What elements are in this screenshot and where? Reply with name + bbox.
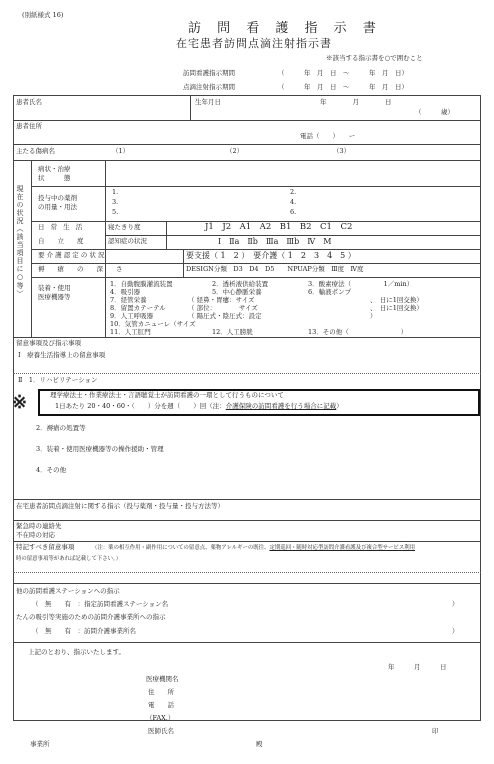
age-value[interactable]: （ 歳） bbox=[415, 108, 454, 116]
footer-date[interactable]: 年 月 日 bbox=[388, 663, 447, 671]
meds-num-1[interactable]: 1. bbox=[112, 188, 119, 196]
device-12[interactable]: 12．人工膀胱 bbox=[212, 328, 253, 336]
patient-phone[interactable]: 電話（ ） ー bbox=[300, 132, 356, 140]
rehab-frequency[interactable]: 1日あたり 20・40・60・（ ）分を週（ ）回（注： bbox=[55, 402, 226, 410]
address-label: 住 所 bbox=[148, 688, 174, 696]
device-7-detail[interactable]: （ 経鼻・胃瘻：サイズ bbox=[188, 296, 255, 304]
disease-label: 主たる傷病名 bbox=[16, 147, 55, 155]
meds-num-4[interactable]: 4. bbox=[290, 198, 297, 206]
care-cert-values[interactable]: 要支援（ 1 2 ） 要介護（ 1 2 3 4 5 ） bbox=[186, 251, 356, 260]
device-7-change[interactable]: 、 日に1回交換） bbox=[370, 296, 423, 304]
device-9[interactable]: 9．人工呼吸器 bbox=[110, 312, 154, 320]
dementia-values[interactable]: Ⅰ Ⅱa Ⅱb Ⅲa Ⅲb Ⅳ M bbox=[218, 237, 332, 246]
phone-label: 電 話 bbox=[148, 701, 174, 709]
disease-3[interactable]: （3） bbox=[333, 147, 351, 155]
office-label: 事業所 bbox=[30, 740, 50, 748]
meds-num-5[interactable]: 5. bbox=[112, 208, 119, 216]
suction-label: たんの吸引等実施のための訪問介護事業所への指示 bbox=[16, 613, 166, 621]
emergency-contact-label: 緊急時の連絡先 bbox=[16, 522, 62, 530]
injection-period-value[interactable]: （ 年 月 日 〜 年 月 日） bbox=[278, 83, 408, 91]
independence-label: 自 立 度 bbox=[38, 237, 84, 245]
footer-statement: 上記のとおり、指示いたします。 bbox=[28, 648, 125, 656]
meds-num-2[interactable]: 2. bbox=[290, 188, 297, 196]
other-station-value[interactable]: （ 無 有 ：指定訪問看護ステーション名 bbox=[32, 600, 169, 608]
circle-note: ※該当する指示書を○で囲むこと bbox=[326, 54, 423, 62]
device-3[interactable]: 3．酸素療法（ 1／min） bbox=[308, 280, 414, 288]
injection-instructions-label: 在宅患者訪問点滴注射に関する指示（投与薬剤・投与量・投与方法等） bbox=[16, 502, 224, 510]
device-10[interactable]: 10．気管カニューレ（サイズ bbox=[110, 320, 196, 328]
device-2[interactable]: 2．透析液供給装置 bbox=[212, 280, 269, 288]
status-vertical-label: 現在の状況（該当項目に○等） bbox=[16, 185, 25, 298]
fax-label: （FAX.） bbox=[146, 714, 175, 722]
special-note-b: 定期巡回・随時対応型訪問介護看護及び複合型サービス利用 bbox=[269, 545, 415, 551]
device-13[interactable]: 13．その他（ ） bbox=[308, 328, 408, 336]
nursing-period-value[interactable]: （ 年 月 日 〜 年 月 日） bbox=[278, 69, 408, 77]
ulcer-depth-label: 褥 瘡 の 深 さ bbox=[38, 265, 123, 273]
doctor-name-label: 医師氏名 bbox=[148, 727, 174, 735]
device-5[interactable]: 5．中心静脈栄養 bbox=[212, 288, 262, 296]
device-7[interactable]: 7．経管栄養 bbox=[110, 296, 147, 304]
condition-label: 病状・治療 状 態 bbox=[38, 165, 71, 182]
device-6[interactable]: 6．輸液ポンプ bbox=[308, 288, 352, 296]
nursing-period-label: 訪問看護指示期間 bbox=[183, 69, 235, 77]
patient-address-label: 患者住所 bbox=[16, 122, 42, 130]
special-note-a: （注：薬の相互作用・副作用についての留意点、薬物アレルギーの既往、 bbox=[92, 545, 270, 551]
disease-2[interactable]: （2） bbox=[226, 147, 244, 155]
bedridden-label: 寝たきり度 bbox=[108, 223, 141, 231]
instruction-item-4: 4．その他 bbox=[36, 466, 67, 474]
meds-num-3[interactable]: 3. bbox=[112, 198, 119, 206]
meds-num-6[interactable]: 6. bbox=[290, 208, 297, 216]
ulcer-depth-values[interactable]: DESIGN分類 D3 D4 D5 NPUAP分類 Ⅲ度 Ⅳ度 bbox=[186, 265, 364, 273]
device-8-detail[interactable]: （ 部位： サイズ bbox=[188, 304, 258, 312]
device-8[interactable]: 8．留置カテーテル bbox=[110, 304, 166, 312]
dono-label: 殿 bbox=[256, 740, 263, 748]
care-cert-label: 要 介 護 認 定 の 状 況 bbox=[38, 251, 105, 259]
device-1[interactable]: 1．自動腹膜灌流装置 bbox=[110, 280, 173, 288]
note-mark: ※ bbox=[12, 392, 28, 413]
other-station-label: 他の訪問看護ステーションへの指示 bbox=[16, 587, 120, 595]
device-11[interactable]: 11．人工肛門 bbox=[110, 328, 151, 336]
injection-period-label: 点滴注射指示期間 bbox=[183, 83, 235, 91]
devices-label: 装着・使用 医療機器等 bbox=[38, 284, 71, 301]
device-8-change[interactable]: 、 日に1回交換） bbox=[370, 304, 423, 312]
device-9-detail[interactable]: （ 陽圧式・陰圧式：設定 bbox=[188, 312, 262, 320]
suction-close: ） bbox=[452, 627, 459, 635]
page-subtitle: 在宅患者訪問点滴注射指示書 bbox=[176, 37, 332, 50]
instruction-item-2-header: Ⅱ 1．リハビリテーション bbox=[18, 376, 98, 384]
special-notes-label: 特記すべき留意事項 bbox=[16, 543, 75, 551]
seal-mark: 印 bbox=[432, 727, 439, 735]
page-title: 訪 問 看 護 指 示 書 bbox=[188, 21, 382, 36]
instructions-header: 留意事項及び指示事項 bbox=[16, 339, 81, 347]
instruction-item-3: 3．装着・使用医療機器等の操作援助・管理 bbox=[36, 445, 164, 453]
rehab-note: 介護保険の訪問看護を行う場合に記載 bbox=[225, 402, 337, 410]
institution-label: 医療機関名 bbox=[146, 675, 179, 683]
patient-name-label: 患者氏名 bbox=[16, 98, 42, 106]
instruction-item-2: 2．褥瘡の処置等 bbox=[36, 424, 86, 432]
suction-value[interactable]: （ 無 有 ：訪問介護事業所名 bbox=[32, 627, 136, 635]
meds-label: 投与中の薬剤 の用量・用法 bbox=[38, 194, 77, 211]
dob-label: 生年月日 bbox=[195, 98, 221, 106]
bedridden-values[interactable]: J1 J2 A1 A2 B1 B2 C1 C2 bbox=[205, 222, 353, 232]
form-label: (別紙様式 16) bbox=[22, 11, 64, 19]
rehab-line-1: 理学療法士・作業療法士・言語聴覚士が訪問看護の一環として行うものについて bbox=[50, 391, 284, 399]
rehab-line-2 bbox=[55, 403, 343, 410]
other-station-close: ） bbox=[452, 600, 459, 608]
rehab-note-close: ） bbox=[336, 402, 343, 410]
device-4[interactable]: 4．吸引器 bbox=[110, 288, 141, 296]
device-9-close: ） bbox=[370, 312, 377, 320]
dementia-label: 認知症の状況 bbox=[108, 237, 147, 245]
instruction-item-1: Ⅰ 療養生活指導上の留意事項 bbox=[18, 351, 106, 359]
disease-1[interactable]: （1） bbox=[112, 147, 130, 155]
daily-life-label: 日 常 生 活 bbox=[38, 223, 85, 231]
absence-response-label: 不在時の対応 bbox=[16, 531, 55, 539]
special-note-c: 時の留意事項等があれば記載して下さい。） bbox=[16, 556, 122, 562]
dob-value[interactable]: 年 月 日 bbox=[320, 98, 392, 106]
